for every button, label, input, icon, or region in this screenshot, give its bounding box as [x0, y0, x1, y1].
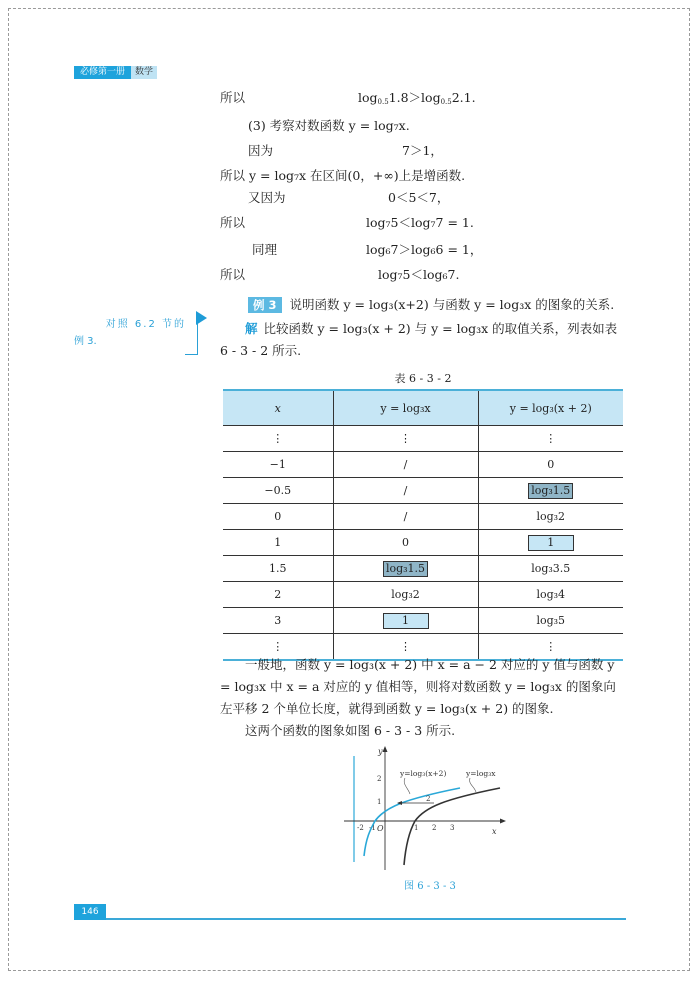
cell — [333, 556, 478, 582]
line-label: 所以 y = log₇x 在区间(0，+∞)上是增函数. — [220, 168, 466, 183]
table-row — [223, 556, 623, 582]
cell: / — [333, 452, 478, 478]
table-row — [223, 582, 623, 608]
cell: log₃3.5 — [478, 556, 623, 582]
line-label: 同理 — [252, 242, 278, 257]
cell: −1 — [223, 452, 333, 478]
page-number: 146 — [74, 904, 106, 920]
cell: −0.5 — [223, 478, 333, 504]
shift-label: 2 — [426, 795, 431, 803]
header-text: x — [274, 401, 281, 415]
running-header — [74, 66, 157, 79]
table-row — [223, 478, 623, 504]
cell: 1 — [223, 530, 333, 556]
line-expr: log₆7＞log₆6 = 1， — [366, 242, 483, 257]
cell: ⋮ — [223, 634, 333, 661]
line-expr: log₇5＜log₇7 = 1. — [366, 215, 474, 230]
cell: log₃5 — [478, 608, 623, 634]
cell: 0 — [223, 504, 333, 530]
paragraph: 一般地，函数 y = log₃(x + 2) 中 x = a − 2 对应的 y 值与函数 y = log₃x 中 x = a 对应的 y 值相等，则将对数函数 y = log₃x 的图象向左平移 2 个单位长度，就得到函数 y = log₃(x + 2) 的图象. — [220, 657, 616, 716]
tick-2: 2 — [432, 824, 437, 832]
cell: / — [333, 478, 478, 504]
derivation-line-4 — [220, 168, 465, 184]
x-axis-arrow-icon — [500, 819, 506, 824]
tick-neg1: -1 — [369, 824, 376, 832]
cell: 3 — [223, 608, 333, 634]
cell: 0 — [478, 452, 623, 478]
table-row — [223, 504, 623, 530]
cell — [333, 608, 478, 634]
line-label: (3) 考察对数函数 y = log₇x. — [248, 118, 410, 133]
table-row — [223, 426, 623, 452]
col-header-log3x: y = log₃x — [333, 390, 478, 426]
tick-3: 3 — [450, 824, 455, 832]
line-expr: $\log_{0.5}1.8>\log_{0.5}2.1$. — [358, 90, 476, 106]
solve-text: 比较函数 y = log₃(x + 2) 与 y = log₃x 的取值关系，列表如表 6 - 3 - 2 所示. — [220, 321, 618, 358]
tick-y1: 1 — [377, 798, 382, 806]
label-base-curve: y=log₃x — [466, 769, 496, 778]
cell — [478, 478, 623, 504]
line-expr: log₇5＜log₆7. — [378, 267, 460, 282]
margin-note-line1: 对照 6.2 节的 — [105, 319, 186, 330]
example-solution — [220, 318, 626, 362]
col-header-log3x2: y = log₃(x + 2) — [478, 390, 623, 426]
cell: ⋮ — [333, 634, 478, 661]
y-axis-arrow-icon — [383, 746, 388, 752]
book-title: 必修第一册 — [74, 66, 131, 79]
label-shifted-curve: y=log₃(x+2) — [400, 769, 447, 778]
example-question: 说明函数 y = log₃(x+2) 与函数 y = log₃x 的图象的关系. — [289, 297, 615, 312]
cell: ⋮ — [333, 426, 478, 452]
highlight-cell: log₃1.5 — [528, 483, 573, 499]
cell: ⋮ — [223, 426, 333, 452]
graph-figure — [340, 742, 520, 872]
value-table — [223, 389, 623, 661]
label-leader-base — [470, 778, 476, 792]
line-label: 所以 — [220, 90, 246, 105]
derivation-line-2 — [248, 118, 410, 134]
tick-1: 1 — [414, 824, 419, 832]
figure-caption: 图 6 - 3 - 3 — [404, 881, 456, 892]
body-text — [220, 654, 626, 742]
tick-y2: 2 — [377, 775, 382, 783]
cell: log₃4 — [478, 582, 623, 608]
table-row — [223, 452, 623, 478]
cell: ⋮ — [478, 634, 623, 661]
cell: / — [333, 504, 478, 530]
label-leader-shifted — [404, 778, 410, 794]
cell — [478, 530, 623, 556]
cell: ⋮ — [478, 426, 623, 452]
table-row — [223, 608, 623, 634]
table-row — [223, 530, 623, 556]
solve-label: 解 — [245, 321, 258, 336]
cell: 2 — [223, 582, 333, 608]
footer-rule — [106, 918, 626, 920]
tick-neg2: -2 — [357, 824, 364, 832]
line-expr: 0＜5＜7， — [388, 190, 450, 205]
table-caption: 表 6 - 3 - 2 — [394, 372, 452, 385]
cell: log₃2 — [478, 504, 623, 530]
line-label: 所以 — [220, 215, 246, 230]
highlight-cell: 1 — [383, 613, 429, 629]
line-expr: 7＞1， — [402, 143, 443, 158]
x-axis-label: x — [492, 827, 497, 836]
margin-note — [74, 316, 192, 350]
line-label: 又因为 — [248, 190, 286, 205]
cell: log₃2 — [333, 582, 478, 608]
origin-label: O — [377, 824, 384, 833]
y-axis-label: y — [378, 747, 383, 756]
col-header-x — [223, 390, 333, 426]
paragraph: 这两个函数的图象如图 6 - 3 - 3 所示. — [245, 723, 456, 738]
highlight-cell: log₃1.5 — [383, 561, 428, 577]
margin-note-line2: 例 3. — [74, 336, 97, 347]
pointer-arrow-icon — [196, 311, 207, 325]
cell: 1.5 — [223, 556, 333, 582]
line-label: 所以 — [220, 267, 246, 282]
example-heading — [248, 297, 614, 313]
table-header-row — [223, 390, 623, 426]
highlight-cell: 1 — [528, 535, 574, 551]
line-label: 因为 — [248, 143, 274, 158]
example-badge: 例 3 — [248, 297, 282, 313]
subject-title: 数学 — [131, 66, 157, 79]
cell: 0 — [333, 530, 478, 556]
